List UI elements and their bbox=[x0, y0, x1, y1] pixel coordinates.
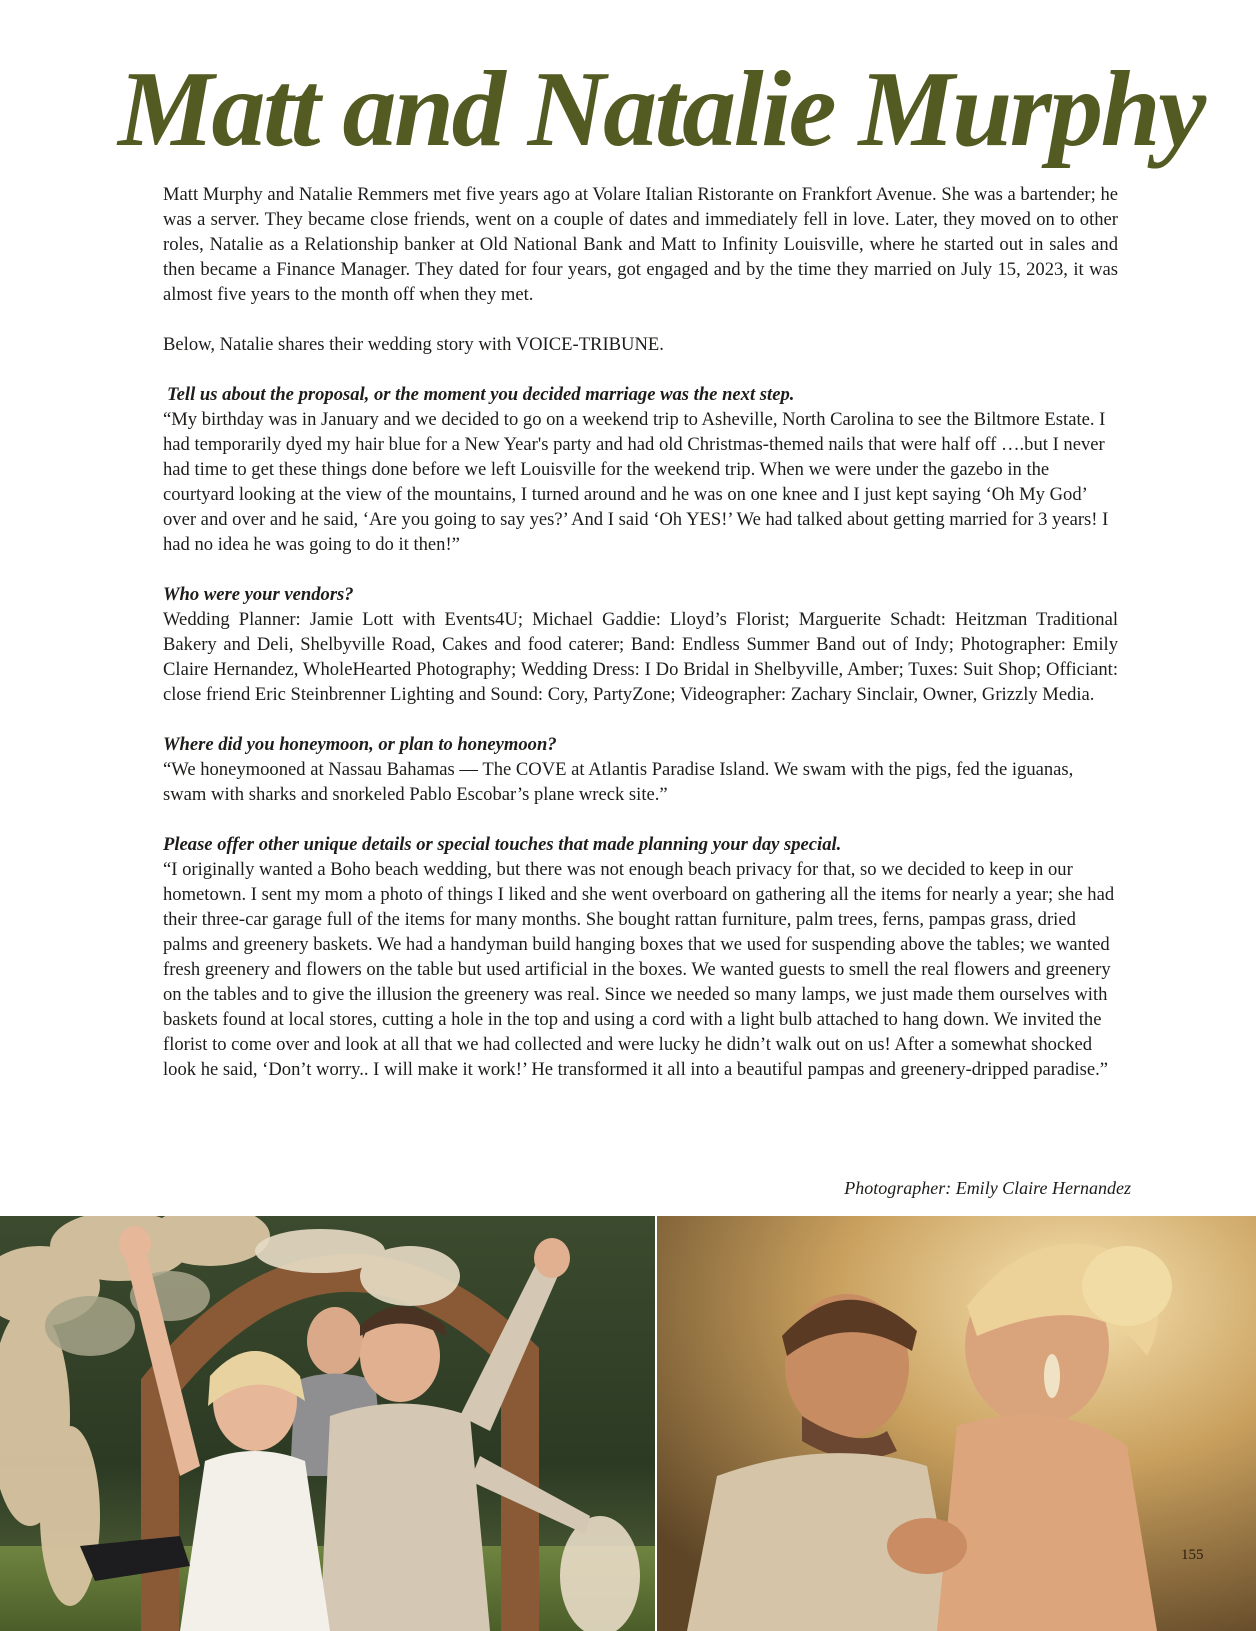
question-proposal: Tell us about the proposal, or the moment you decided marriage was the next step. bbox=[167, 384, 795, 405]
answer-vendors: Wedding Planner: Jamie Lott with Events4U; Michael Gaddie: Lloyd’s Florist; Marguerite Schadt: Heitzman Traditional Bakery and Deli, Shelbyville Road, Cakes and food caterer; Band: Endless Summer Band out of Indy; Photographer: Emily Claire Hernandez, WholeHearted Photography; Wedding Dress: I Do Bridal in Shelbyville, Amber; Tuxes: Suit Shop; Officiant: close friend Eric Steinbrenner Lighting and Sound: Cory, PartyZone; Videographer: Zachary Sinclair, Owner, Grizzly Media. bbox=[163, 609, 1118, 705]
article-body bbox=[163, 182, 1118, 1082]
photo-credit: Photographer: Emily Claire Hernandez bbox=[844, 1178, 1131, 1198]
answer-proposal: “My birthday was in January and we decided to go on a weekend trip to Asheville, North Carolina to see the Biltmore Estate. I had temporarily dyed my hair blue for a New Year's party and had old Christmas-themed nails that were half off ….but I never had time to get these things done before we left Louisville for the weekend trip. When we were under the gazebo in the courtyard looking at the view of the mountains, I turned around and he was on one knee and I just kept saying ‘Oh My God’ over and over and he said, ‘Are you going to say yes?’ And I said ‘Oh YES!’ We had talked about getting married for 3 years! I had no idea he was going to do it then!” bbox=[163, 409, 1109, 555]
answer-honeymoon: “We honeymooned at Nassau Bahamas — The COVE at Atlantis Paradise Island. We swam with the pigs, fed the iguanas, swam with sharks and snorkeled Pablo Escobar’s plane wreck site.” bbox=[163, 759, 1074, 805]
page-title: Matt and Natalie Murphy bbox=[118, 50, 1204, 169]
question-vendors: Who were your vendors? bbox=[163, 584, 354, 605]
intro-paragraph: Matt Murphy and Natalie Remmers met five years ago at Volare Italian Ristorante on Frankfort Avenue. She was a bartender; he was a server. They became close friends, went on a couple of dates and immediately fell in love. Later, they moved on to other roles, Natalie as a Relationship banker at Old National Bank and Matt to Infinity Louisville, where he started out in sales and then became a Finance Manager. They dated for four years, got engaged and by the time they married on July 15, 2023, it was almost five years to the month off when they met. bbox=[163, 184, 1118, 305]
ceremony-photo bbox=[0, 1216, 655, 1631]
portrait-photo bbox=[657, 1216, 1256, 1631]
question-special-touches: Please offer other unique details or special touches that made planning your day special. bbox=[163, 834, 842, 855]
answer-special-touches: “I originally wanted a Boho beach wedding, but there was not enough beach privacy for that, so we decided to keep in our hometown. I sent my mom a photo of things I liked and she went overboard on gathering all the items for nearly a year; she had their three-car garage full of the items for many months. She bought rattan furniture, palm trees, ferns, pampas grass, dried palms and greenery baskets. We had a handyman build hanging boxes that we used for suspending above the tables; we wanted fresh greenery and flowers on the table but used artificial in the boxes. We wanted guests to smell the real flowers and greenery on the tables and to give the illusion the greenery was real. Since we needed so many lamps, we just made them ourselves with baskets found at local stores, cutting a hole in the top and using a cord with a light bulb attached to hang down. We invited the florist to come over and look at all that we had collected and were lucky he didn’t walk out on us! After a somewhat shocked look he said, ‘Don’t worry.. I will make it work!’ He transformed it all into a beautiful pampas and greenery-dripped paradise.” bbox=[163, 859, 1115, 1080]
question-honeymoon: Where did you honeymoon, or plan to honeymoon? bbox=[163, 734, 557, 755]
page-number: 155 bbox=[1181, 1547, 1204, 1563]
lead-paragraph: Below, Natalie shares their wedding story with VOICE-TRIBUNE. bbox=[163, 334, 664, 355]
